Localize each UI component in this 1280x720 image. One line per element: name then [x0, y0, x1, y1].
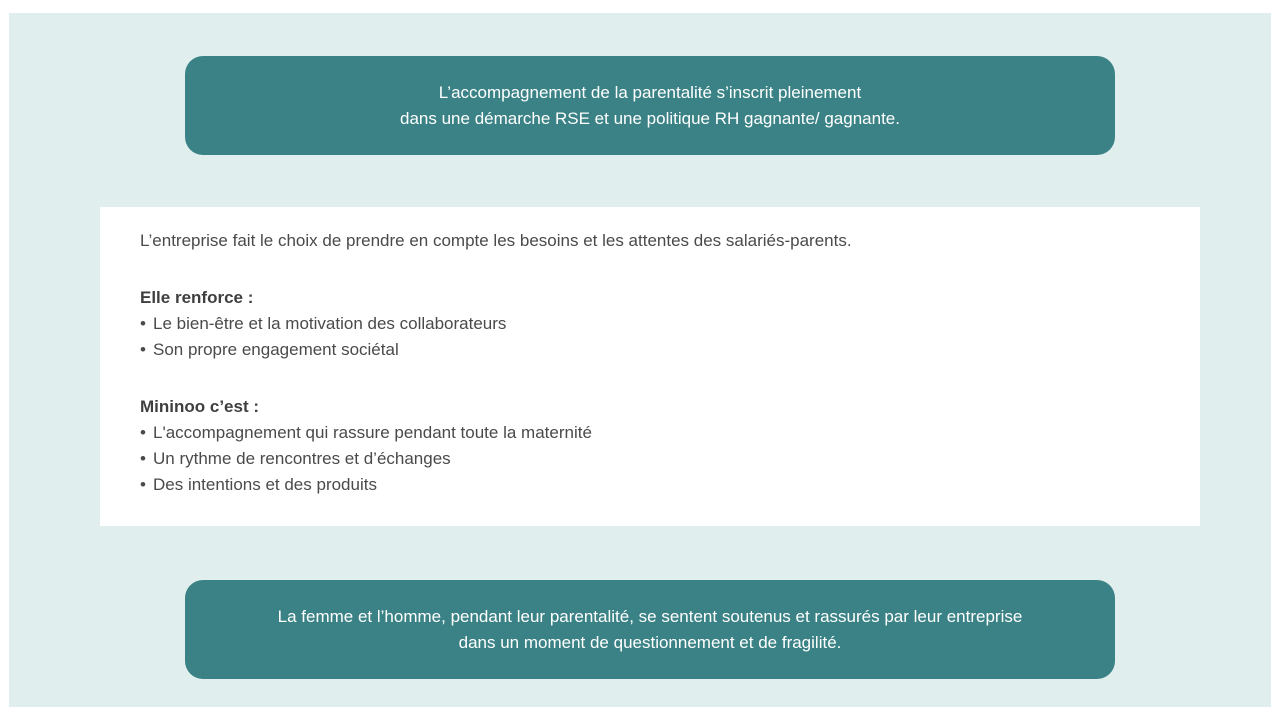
list-item [140, 420, 1160, 446]
header-banner-line-1: L’accompagnement de la parentalité s’inscrit pleinement [438, 82, 862, 102]
footer-banner-line-2: dans un moment de questionnement et de fragilité. [458, 632, 842, 652]
list-item-text: Le bien-être et la motivation des collaborateurs [153, 314, 507, 333]
bullet-icon: • [140, 423, 146, 442]
section-title-mininoo: Mininoo c’est : [140, 397, 259, 416]
bullet-list-renforce [140, 311, 1160, 363]
intro-text: L’entreprise fait le choix de prendre en compte les besoins et les attentes des salariés-parents. [140, 231, 852, 250]
bullet-icon: • [140, 314, 146, 333]
list-item-text: Un rythme de rencontres et d’échanges [153, 449, 451, 468]
list-item-text: Des intentions et des produits [153, 475, 377, 494]
section-title-renforce: Elle renforce : [140, 288, 254, 307]
content-box [100, 207, 1200, 526]
list-item-text: L'accompagnement qui rassure pendant toute la maternité [153, 423, 592, 442]
footer-banner [185, 580, 1115, 679]
slide-background [9, 13, 1271, 707]
bullet-icon: • [140, 475, 146, 494]
list-item-text: Son propre engagement sociétal [153, 340, 399, 359]
bullet-icon: • [140, 340, 146, 359]
list-item [140, 337, 1160, 363]
header-banner [185, 56, 1115, 155]
bullet-list-mininoo [140, 420, 1160, 498]
list-item [140, 311, 1160, 337]
content-body [140, 228, 1160, 498]
bullet-icon: • [140, 449, 146, 468]
footer-banner-line-1: La femme et l’homme, pendant leur parentalité, se sentent soutenus et rassurés par leur entreprise [277, 606, 1023, 626]
header-banner-line-2: dans une démarche RSE et une politique RH gagnante/ gagnante. [400, 108, 900, 128]
list-item [140, 446, 1160, 472]
list-item [140, 472, 1160, 498]
